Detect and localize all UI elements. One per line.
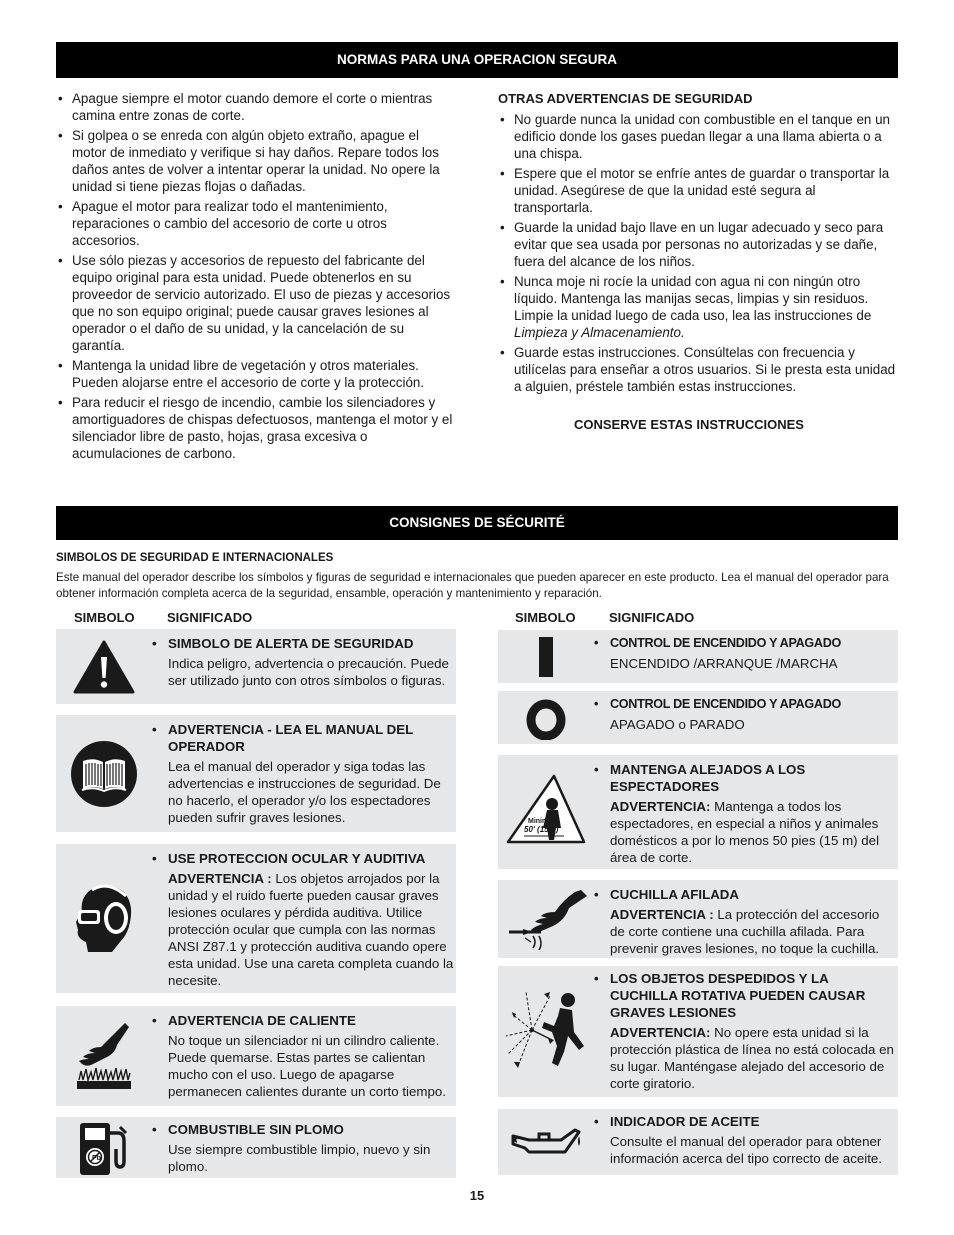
- thrown-objects-icon: [498, 966, 594, 1097]
- column-header-symbol: SIMBOLO: [515, 610, 576, 625]
- column-header-meaning: SIGNIFICADO: [167, 610, 253, 625]
- column-header-meaning: SIGNIFICADO: [609, 610, 695, 625]
- right-column: [498, 90, 898, 398]
- symbol-row: [498, 691, 898, 744]
- symbol-row: [498, 755, 898, 869]
- symbol-row: [498, 630, 898, 683]
- off-switch-icon: [498, 691, 594, 744]
- other-warnings-heading: OTRAS ADVERTENCIAS DE SEGURIDAD: [498, 91, 753, 106]
- symbol-row: [498, 880, 898, 958]
- alert-triangle-icon: [56, 629, 152, 704]
- symbol-title: • ADVERTENCIA - LEA EL MANUAL DEL OPERADOR: [152, 721, 454, 755]
- list-item: • Espere que el motor se enfríe antes de guardar o transportar la unidad. Asegúrese de que la unidad esté segura al transportarla.: [498, 165, 898, 216]
- sharp-blade-icon: [498, 880, 594, 958]
- list-item: • Para reducir el riesgo de incendio, cambie los silenciadores y amortiguadores de chispas defectuosos, mantenga el motor y el silenciador libre de pasto, hojas, grasa excesiva o acumulaciones de carbono.: [56, 394, 456, 462]
- symbol-row: [56, 629, 456, 704]
- conserve-instructions: CONSERVE ESTAS INSTRUCCIONES: [574, 417, 804, 432]
- fuel-pump-icon: [56, 1117, 152, 1178]
- symbols-intro: Este manual del operador describe los símbolos y figuras de seguridad e internacionales que pueden aparecer en este producto. Lea el manual del operador para obtener información completa acerca de la seguridad, ensamble, operación y mantenimiento y reparación.: [56, 571, 889, 600]
- section-title-bar-2: CONSIGNES DE SÉCURITÉ: [56, 506, 898, 540]
- symbol-row: [56, 844, 456, 993]
- symbol-title: • CUCHILLA AFILADA: [594, 886, 896, 903]
- list-item: • Mantenga la unidad libre de vegetación y otros materiales. Pueden alojarse entre el accesorio de corte y la protección.: [56, 357, 456, 391]
- list-item: • Use sólo piezas y accesorios de repuesto del fabricante del equipo original para esta unidad. Puede obtenerlos en su proveedor de servicio autorizado. El uso de piezas y accesorios que no son equipo original; puede causar graves lesiones al operador o el daño de su unidad, y la cancelación de su garantía.: [56, 252, 456, 354]
- manual-book-icon: [56, 715, 152, 832]
- symbol-row: [56, 1117, 456, 1178]
- symbol-row: [498, 1109, 898, 1175]
- symbol-description: APAGADO o PARADO: [610, 717, 745, 732]
- distance-value: 50' (15m): [524, 825, 559, 834]
- list-item: • Si golpea o se enreda con algún objeto extraño, apague el motor de inmediato y verifique si hay daños. Repare todos los daños antes de volver a intentar operar la unidad. No opere la unidad si tiene piezas flojas o dañadas.: [56, 127, 456, 195]
- list-item: • Guarde estas instrucciones. Consúltelas con frecuencia y utilícelas para enseñar a otros usuarios. Si le presta esta unidad a alguien, préstele también estas instrucciones.: [498, 344, 898, 395]
- bystanders-distance-icon: [498, 755, 594, 869]
- symbol-description: Lea el manual del operador y siga todas las advertencias e instrucciones de seguridad. De no hacerlo, el operador y/o los espectadores pueden sufrir graves lesiones.: [168, 759, 441, 825]
- column-header-symbol: SIMBOLO: [74, 610, 135, 625]
- symbol-title: • CONTROL DE ENCENDIDO Y APAGADO: [594, 696, 896, 713]
- symbol-title: • ADVERTENCIA DE CALIENTE: [152, 1012, 454, 1029]
- symbol-row: [498, 966, 898, 1097]
- list-item: • Guarde la unidad bajo llave en un lugar adecuado y seco para evitar que sea usada por personas no autorizadas y se dañe, fuera del alcance de los niños.: [498, 219, 898, 270]
- list-item: • No guarde nunca la unidad con combustible en el tanque en un edificio donde los gases puedan llegar a una llama abierta o a una chispa.: [498, 111, 898, 162]
- symbol-description: ENCENDIDO /ARRANQUE /MARCHA: [610, 656, 838, 671]
- symbol-description: ADVERTENCIA: Mantenga a todos los espectadores, en especial a niños y animales domésticos a por lo menos 50 pies (15 m) del área de corte.: [610, 799, 880, 865]
- section-title-bar: NORMAS PARA UNA OPERACION SEGURA: [56, 42, 898, 78]
- eye-ear-protection-icon: [56, 844, 152, 993]
- hot-surface-icon: [56, 1006, 152, 1106]
- symbol-description: Consulte el manual del operador para obtener información acerca del tipo correcto de aceite.: [610, 1134, 882, 1166]
- list-item: • Apague el motor para realizar todo el mantenimiento, reparaciones o cambio del accesorio de corte u otros accesorios.: [56, 198, 456, 249]
- symbol-title: • MANTENGA ALEJADOS A LOS ESPECTADORES: [594, 761, 896, 795]
- list-item: [498, 273, 898, 341]
- symbol-description: No toque un silenciador ni un cilindro caliente. Puede quemarse. Estas partes se calientan mucho con el uso. Luego de apagarse permanecen calientes durante un corto tiempo.: [168, 1033, 446, 1099]
- symbol-title: • SIMBOLO DE ALERTA DE SEGURIDAD: [152, 635, 454, 652]
- symbol-description: Use siempre combustible limpio, nuevo y sin plomo.: [168, 1142, 431, 1174]
- on-switch-icon: [498, 630, 594, 683]
- symbol-title: • INDICADOR DE ACEITE: [594, 1113, 896, 1130]
- symbol-description: ADVERTENCIA : Los objetos arrojados por la unidad y el ruido fuerte pueden causar graves lesiones oculares y pérdida auditiva. Utilice protección ocular que cumpla con las normas ANSI Z87.1 y protección auditiva cuando opere esta unidad. Use una careta completa cuando la necesite.: [168, 871, 454, 988]
- symbol-title: • USE PROTECCION OCULAR Y AUDITIVA: [152, 850, 454, 867]
- symbol-title: • CONTROL DE ENCENDIDO Y APAGADO: [594, 635, 896, 652]
- safety-list: [56, 90, 456, 462]
- other-warnings-list: [498, 111, 898, 395]
- oil-can-icon: [498, 1109, 594, 1175]
- symbol-description: ADVERTENCIA: No opere esta unidad si la protección plástica de línea no está colocada en su lugar. Manténgase alejado del accesorio de corte giratorio.: [610, 1025, 894, 1091]
- list-item: • Apague siempre el motor cuando demore el corte o mientras camina entre zonas de corte.: [56, 90, 456, 124]
- symbol-title: • LOS OBJETOS DESPEDIDOS Y LA CUCHILLA ROTATIVA PUEDEN CAUSAR GRAVES LESIONES: [594, 970, 896, 1021]
- symbol-description: ADVERTENCIA : La protección del accesorio de corte contiene una cuchilla afilada. Para prevenir graves lesiones, no toque la cuchilla.: [610, 907, 880, 956]
- left-column: [56, 90, 456, 465]
- distance-label: Minimum: [528, 818, 559, 825]
- list-item-italic: Limpieza y Almacenamiento.: [514, 325, 685, 340]
- symbols-heading: SIMBOLOS DE SEGURIDAD E INTERNACIONALES: [56, 552, 334, 564]
- svg-text:Pb: Pb: [92, 1154, 101, 1162]
- symbol-title: • COMBUSTIBLE SIN PLOMO: [152, 1121, 454, 1138]
- page-number: 15: [469, 1188, 485, 1203]
- symbol-description: Indica peligro, advertencia o precaución. Puede ser utilizado junto con otros símbolos o figuras.: [168, 656, 449, 688]
- symbol-row: [56, 1006, 456, 1106]
- list-item-text: Nunca moje ni rocíe la unidad con agua ni con ningún otro líquido. Mantenga las manijas secas, limpias y sin residuos. Limpie la unidad luego de cada uso, lea las instrucciones de: [514, 274, 872, 323]
- symbol-row: [56, 715, 456, 832]
